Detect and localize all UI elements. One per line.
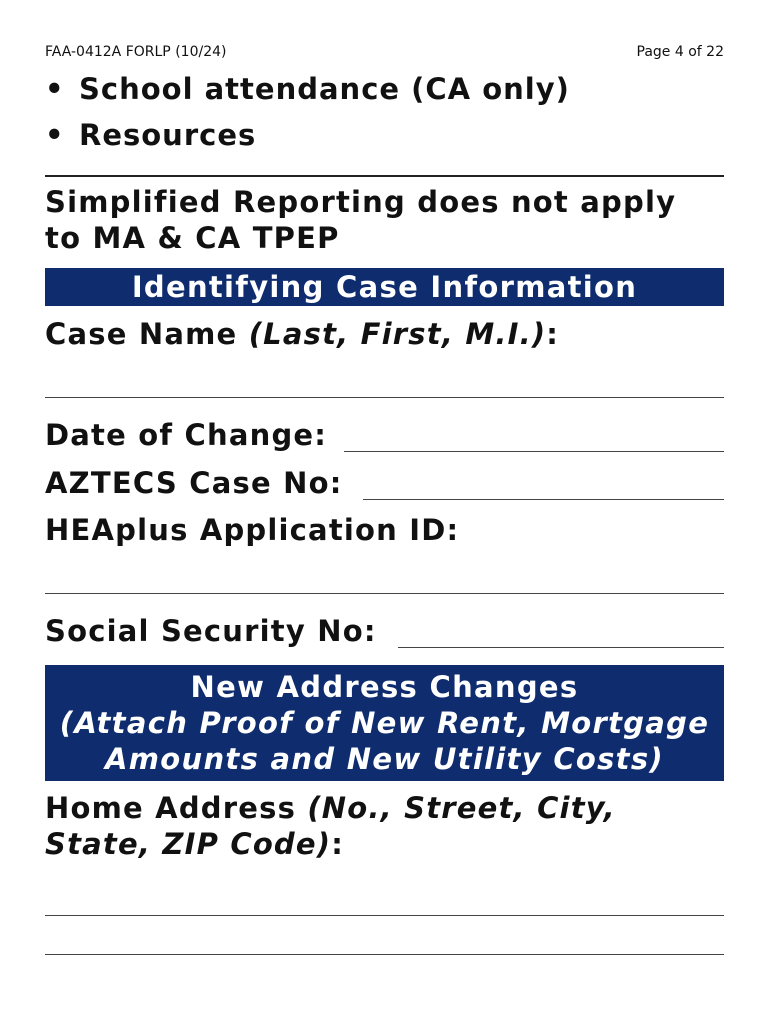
simplified-reporting-note: [45, 184, 676, 256]
section-subtitle-line-2: Amounts and New Utility Costs): [105, 742, 664, 776]
aztecs-case-field[interactable]: [363, 499, 724, 500]
note-line-2: to MA & CA TPEP: [45, 221, 340, 255]
ssn-field[interactable]: [398, 647, 724, 648]
date-of-change-label: Date of Change:: [45, 418, 328, 452]
home-address-field-line-1[interactable]: [45, 915, 724, 916]
ssn-label: Social Security No:: [45, 614, 377, 648]
date-of-change-row: [45, 418, 724, 458]
case-name-label: Case Name (Last, First, M.I.):: [45, 317, 560, 351]
bullet-item-resources: [45, 118, 256, 152]
section-divider: [45, 175, 724, 177]
form-id: FAA-0412A FORLP (10/24): [45, 44, 227, 60]
bullet-text: School attendance (CA only): [79, 72, 570, 106]
aztecs-case-label: AZTECS Case No:: [45, 466, 343, 500]
home-address-hint-2: State, ZIP Code): [45, 827, 332, 861]
bullet-icon: •: [45, 118, 65, 152]
section-title: Identifying Case Information: [131, 270, 638, 304]
ssn-row: [45, 614, 724, 654]
date-of-change-field[interactable]: [344, 451, 724, 452]
page-number: Page 4 of 22: [636, 44, 724, 60]
home-address-label: Home Address (No., Street, City, State, ZIP Code):: [45, 791, 616, 861]
heaplus-app-id-label: HEAplus Application ID:: [45, 513, 460, 547]
case-name-hint: (Last, First, M.I.): [248, 317, 547, 351]
case-name-field[interactable]: [45, 397, 724, 398]
identifying-case-info-banner: [45, 268, 724, 306]
note-line-1: Simplified Reporting does not apply: [45, 185, 677, 219]
section-title: New Address Changes: [190, 670, 579, 704]
new-address-changes-banner: [45, 665, 724, 781]
home-address-field-line-2[interactable]: [45, 954, 724, 955]
section-subtitle-line-1: (Attach Proof of New Rent, Mortgage: [59, 706, 710, 740]
bullet-item-school-attendance: [45, 72, 570, 106]
bullet-text: Resources: [79, 118, 257, 152]
aztecs-case-row: [45, 466, 724, 506]
heaplus-app-id-field[interactable]: [45, 593, 724, 594]
bullet-icon: •: [45, 72, 65, 106]
home-address-hint: (No., Street, City,: [307, 791, 616, 825]
